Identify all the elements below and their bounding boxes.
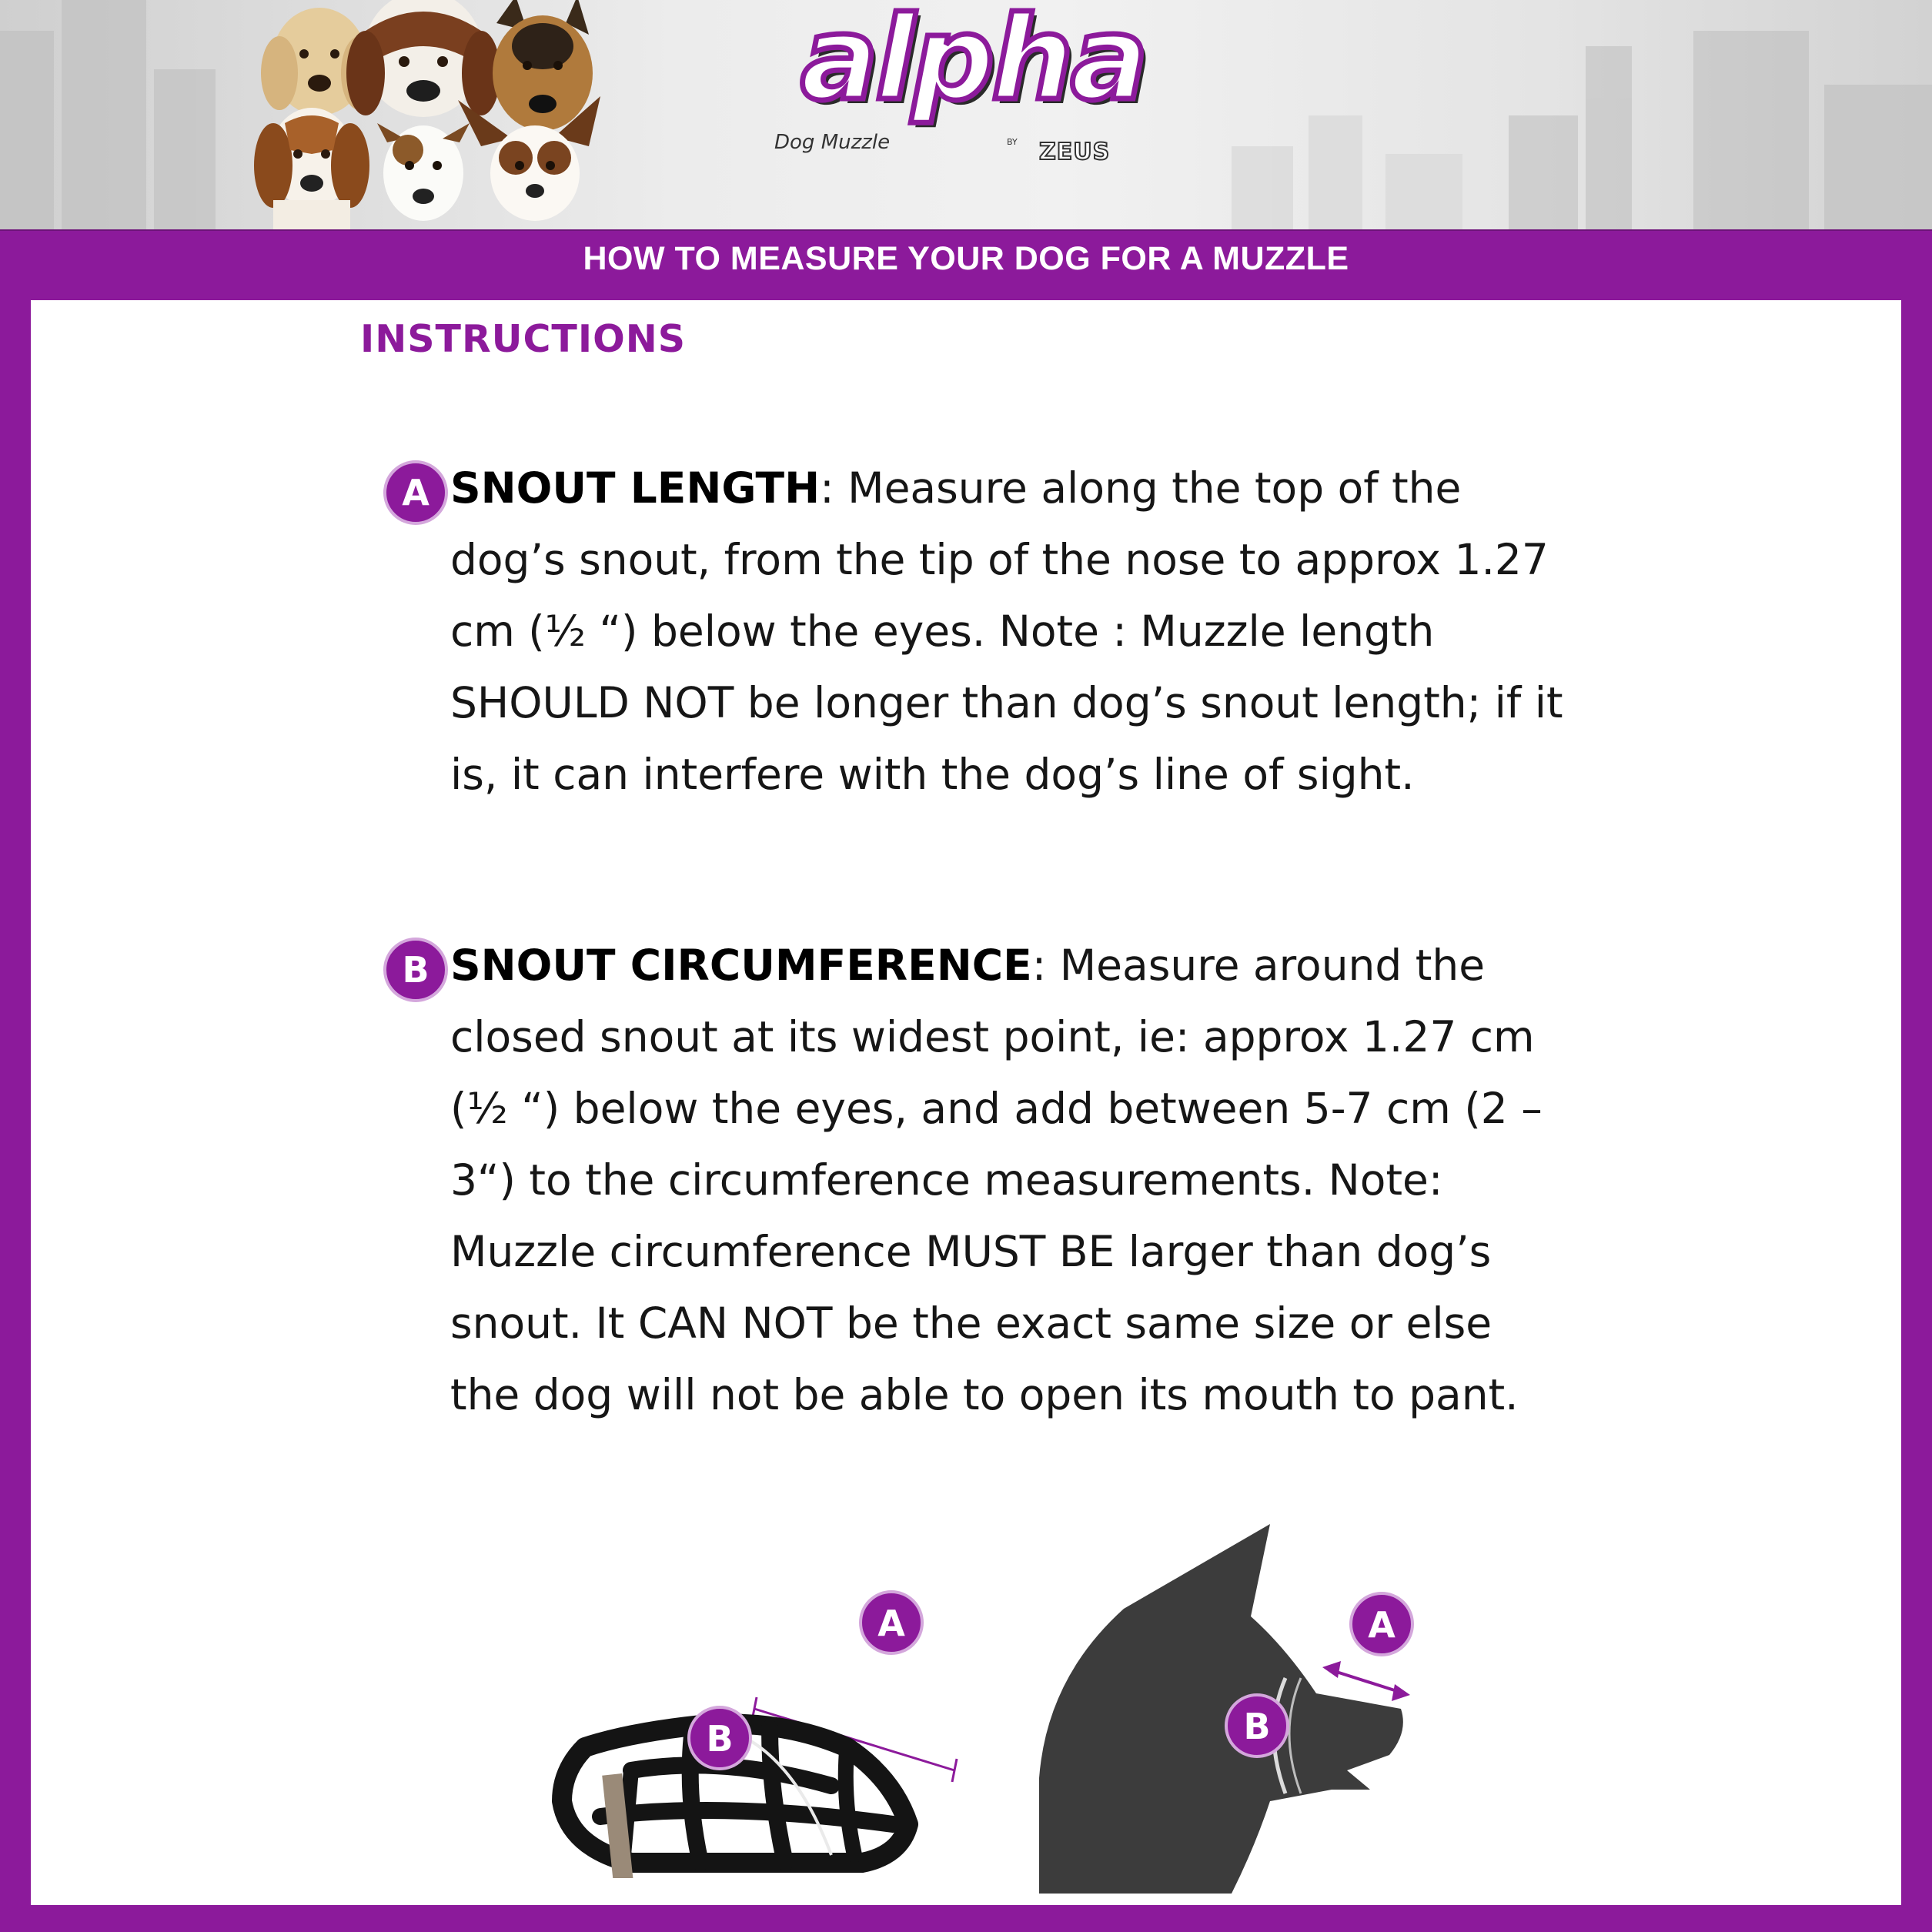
instruction-item-snout-length xyxy=(402,453,1574,811)
instruction-term: SNOUT CIRCUMFERENCE xyxy=(450,941,1032,990)
instruction-text xyxy=(450,930,1574,1431)
muzzle-label-b: B xyxy=(706,1718,734,1760)
page-title: HOW TO MEASURE YOUR DOG FOR A MUZZLE xyxy=(583,240,1349,277)
dogs-group-photo xyxy=(250,0,604,231)
jack-russell-icon xyxy=(377,123,470,221)
logo-by-text: BY xyxy=(1007,137,1018,147)
alpha-logo xyxy=(762,0,1162,200)
instruction-term: SNOUT LENGTH xyxy=(450,463,821,513)
instruction-body: : Measure along the top of the dog’s snout, from the tip of the nose to approx 1.27 cm (½ “) below the eyes. Note : Muzzle length SHOULD NOT be longer than dog’s snout length; if it is, it can interfere with the dog’s line of sight. xyxy=(450,463,1563,799)
instruction-body: : Measure around the closed snout at its widest point, ie: approx 1.27 cm (½ “) below the eyes, and add between 5-7 cm (2 – 3“) to the circumference measurements. Note: Muzzle circumference MUST BE larger than dog’s snout. It CAN NOT be the exact same size or else the dog will not be able to open its mouth to pant. xyxy=(450,941,1543,1419)
beagle-icon xyxy=(254,108,369,231)
instructions-heading: INSTRUCTIONS xyxy=(360,317,687,361)
muzzle-label-a: A xyxy=(877,1603,905,1644)
muzzle-illustration xyxy=(539,1539,970,1878)
header-divider xyxy=(0,229,1932,231)
badge-a-icon: A xyxy=(383,460,448,525)
instructions-panel xyxy=(31,300,1901,1905)
saint-bernard-icon xyxy=(346,0,500,117)
instruction-text xyxy=(450,453,1574,811)
logo-subtitle: Dog Muzzle xyxy=(774,131,891,154)
badge-b-icon: B xyxy=(383,938,448,1002)
instruction-item-snout-circumference xyxy=(402,930,1574,1431)
dog-label-a: A xyxy=(1368,1604,1396,1646)
logo-brand: ZEUS xyxy=(1039,139,1111,165)
header-banner xyxy=(0,0,1932,231)
logo-wordmark: alpha xyxy=(801,0,1146,126)
dog-label-b: B xyxy=(1243,1706,1271,1747)
dog-head-silhouette xyxy=(1039,1524,1470,1894)
german-shepherd-icon xyxy=(493,0,593,131)
